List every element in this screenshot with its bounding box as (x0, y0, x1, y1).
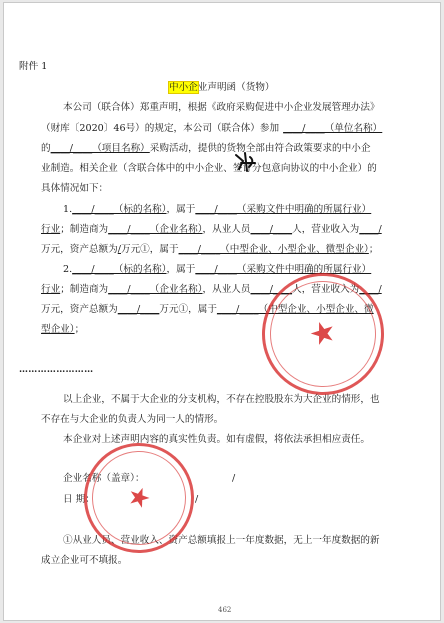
title-highlight: 中小企 (169, 82, 198, 93)
ellipsis-dots: …………………… (19, 365, 94, 375)
paragraph-line: （财库〔2020〕46号）的规定，本公司（联合体）参加 ____/____（单位名称） (41, 123, 383, 134)
footnote-line: ①从业人员、营业收入、资产总额填报上一年度数据，无上一年度数据的新 (63, 535, 380, 546)
item-2-line: 2.____/____（标的名称），属于____/____（采购文件中明确的所属行业） (63, 264, 372, 275)
signature-company-name: 企业名称（盖章）： (63, 473, 145, 484)
item-2-line: 万元，资产总额为____/____万元①，属于____/____（中型企业、小型企业、微 (41, 304, 374, 315)
seal-star-icon: ★ (122, 479, 156, 517)
signature-date-value: / (195, 494, 199, 505)
item-2-line: 型企业）； (41, 324, 85, 335)
item-1-line: 万元，资产总额为/万元①，属于____/____（中型企业、小型企业、微型企业）； (41, 244, 379, 255)
title-rest: 业声明函（货物） (197, 82, 275, 93)
paragraph-line: 业制造。相关企业（含联合体中的中小企业、签订分包意向协议的中小企业）的 (41, 163, 377, 174)
document-page (3, 2, 441, 621)
paragraph-line: 本公司（联合体）郑重声明，根据《政府采购促进中小企业发展管理办法》 (63, 102, 380, 113)
item-1-line: 行业；制造商为____/____（企业名称），从业人员____/____人，营业收入为____/ (41, 224, 382, 235)
paragraph-line: 具体情况如下： (41, 183, 109, 194)
footnote-line: 成立企业可不填报。 (41, 555, 128, 566)
company-seal-stamp (246, 257, 400, 411)
annex-label: 附件 1 (19, 61, 48, 72)
signature-date-label: 日 期： (63, 494, 95, 505)
paragraph-line: 不存在与大企业的负责人为同一人的情形。 (41, 414, 224, 425)
handwritten-signature (233, 149, 259, 175)
signature-company-value: / (232, 473, 236, 484)
item-1-line: 1.____/____（标的名称），属于____/____（采购文件中明确的所属行业） (63, 204, 372, 215)
item-2-line: 行业；制造商为____/____（企业名称），从业人员____/____人，营业收入为____/ (41, 284, 382, 295)
page-number: 462 (218, 606, 232, 614)
paragraph-line: 的____/____（项目名称）采购活动，提供的货物全部由符合政策要求的中小企 (41, 143, 371, 154)
seal-star-icon: ★ (304, 312, 342, 355)
paragraph-line: 以上企业，不属于大企业的分支机构，不存在控股股东为大企业的情形，也 (63, 394, 380, 405)
page-title (169, 82, 275, 94)
paragraph-line: 本企业对上述声明内容的真实性负责。如有虚假，将依法承担相应责任。 (63, 434, 370, 445)
company-seal-stamp (69, 428, 210, 569)
